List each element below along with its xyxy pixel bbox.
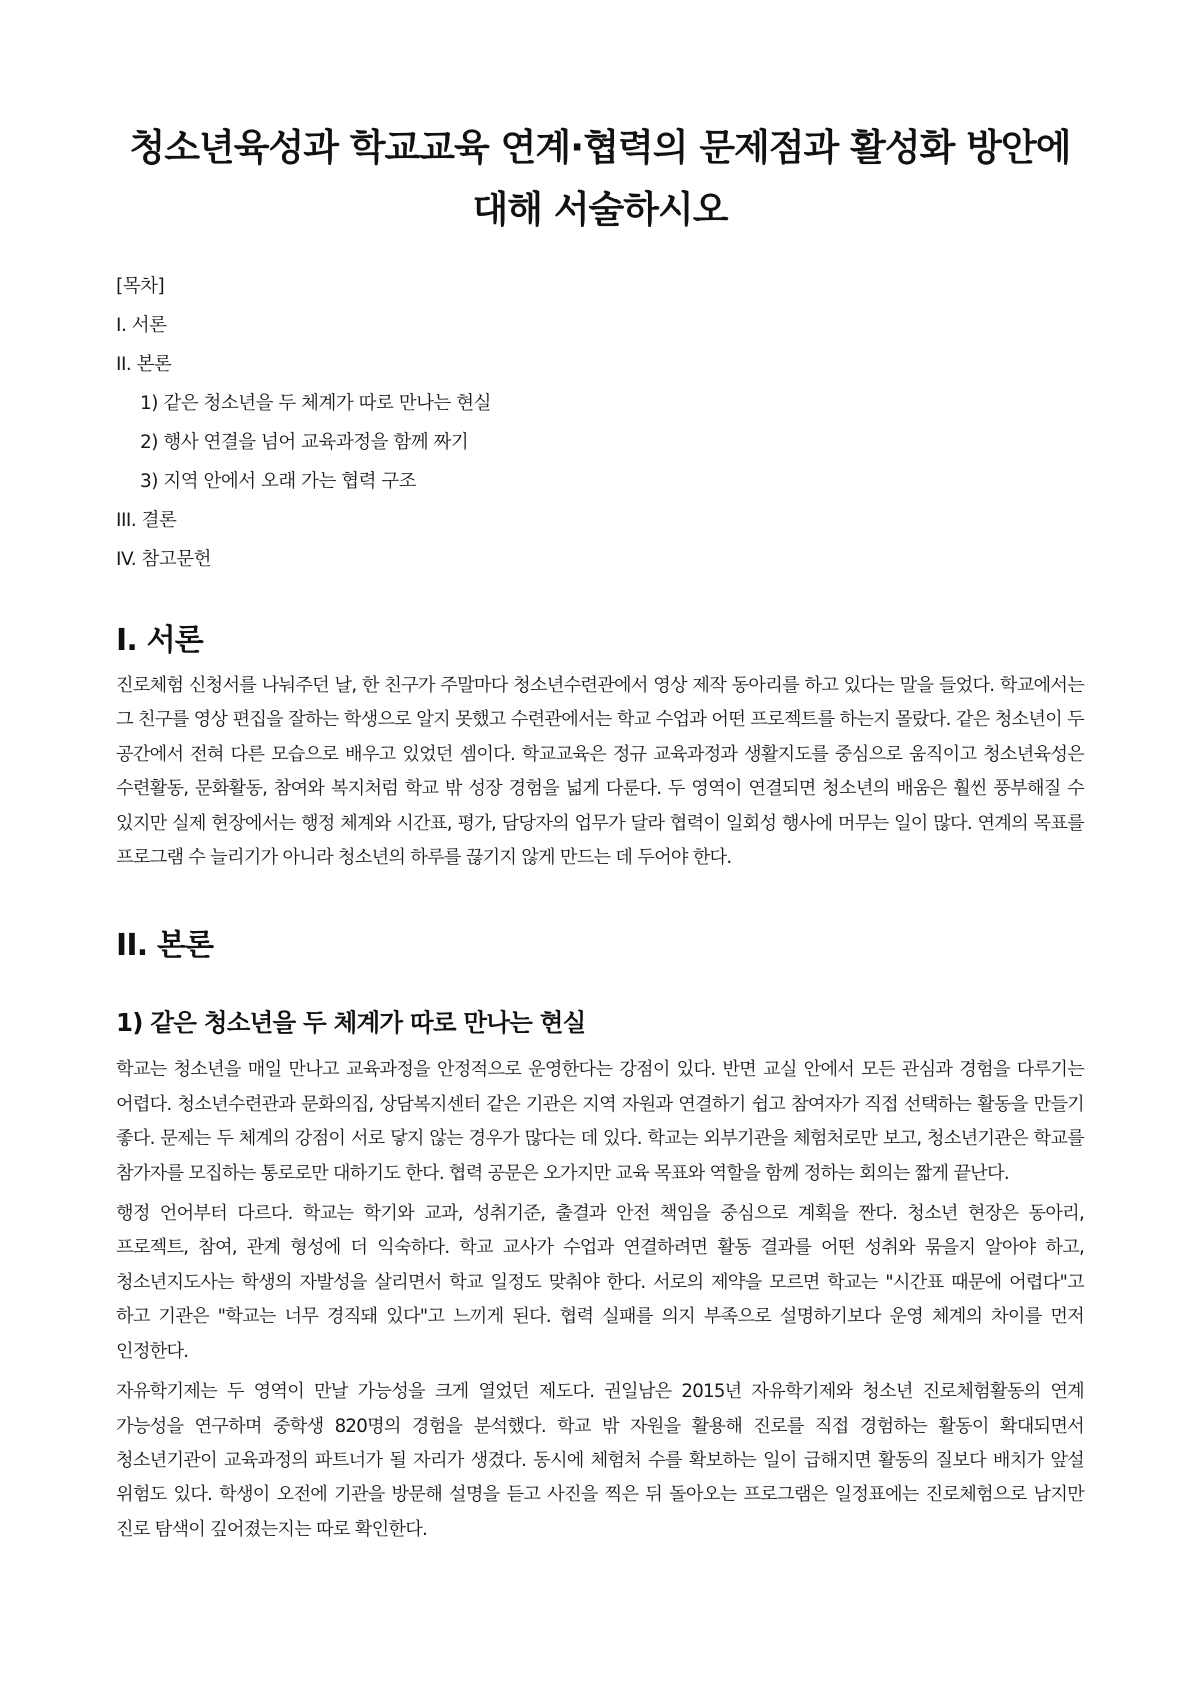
title-line-1: 청소년육성과 학교교육 연계·협력의 문제점과 활성화 방안에: [129, 126, 1071, 169]
toc-item-conclusion: III. 결론: [116, 510, 177, 531]
subsection-heading-1: 1) 같은 청소년을 두 체계가 따로 만나는 현실: [116, 1008, 586, 1038]
section-heading-intro: I. 서론: [116, 623, 203, 658]
toc-item-references: IV. 참고문헌: [116, 549, 211, 570]
title-line-2: 대해 서술하시오: [472, 188, 728, 231]
toc-item-main: II. 본론: [116, 354, 172, 375]
intro-paragraph: 진로체험 신청서를 나눠주던 날, 한 친구가 주말마다 청소년수련관에서 영상 제작 동아리를 하고 있다는 말을 들었다. 학교에서는 그 친구를 영상 편집을 잘하는 학생으로 알지 못했고 수련관에서는 학교 수업과 어떤 프로젝트를 하는지 몰랐다. 같은 청소년이 두 공간에서 전혀 다른 모습으로 배우고 있었던 셈이다. 학교교육은 정규 교육과정과 생활지도를 중심으로 움직이고 청소년육성은 수련활동, 문화활동, 참여와 복지처럼 학교 밖 성장 경험을 넓게 다룬다. 두 영역이 연결되면 청소년의 배움은 훨씬 풍부해질 수 있지만 실제 현장에서는 행정 체계와 시간표, 평가, 담당자의 업무가 달라 협력이 일회성 행사에 머무는 일이 많다. 연계의 목표를 프로그램 수 늘리기가 아니라 청소년의 하루를 끊기지 않게 만드는 데 두어야 한다.: [116, 675, 1084, 869]
body-paragraph: 행정 언어부터 다르다. 학교는 학기와 교과, 성취기준, 출결과 안전 책임을 중심으로 계획을 짠다. 청소년 현장은 동아리, 프로젝트, 참여, 관계 형성에 더 익숙하다. 학교 교사가 수업과 연결하려면 활동 결과를 어떤 성취와 묶을지 알아야 하고, 청소년지도사는 학생의 자발성을 살리면서 학교 일정도 맞춰야 한다. 서로의 제약을 모르면 학교는 "시간표 때문에 어렵다"고 하고 기관은 "학교는 너무 경직돼 있다"고 느끼게 된다. 협력 실패를 의지 부족으로 설명하기보다 운영 체계의 차이를 먼저 인정한다.: [116, 1203, 1084, 1362]
toc-item-sub-3: 3) 지역 안에서 오래 가는 협력 구조: [140, 471, 417, 492]
toc-item-sub-2: 2) 행사 연결을 넘어 교육과정을 함께 짜기: [140, 432, 469, 453]
toc-heading: [목차]: [116, 276, 165, 297]
body-paragraph: 학교는 청소년을 매일 만나고 교육과정을 안정적으로 운영한다는 강점이 있다. 반면 교실 안에서 모든 관심과 경험을 다루기는 어렵다. 청소년수련관과 문화의집, 상담복지센터 같은 기관은 지역 자원과 연결하기 쉽고 참여자가 직접 선택하는 활동을 만들기 좋다. 문제는 두 체계의 강점이 서로 닿지 않는 경우가 많다는 데 있다. 학교는 외부기관을 체험처로만 보고, 청소년기관은 학교를 참가자를 모집하는 통로로만 대하기도 한다. 협력 공문은 오가지만 교육 목표와 역할을 함께 정하는 회의는 짧게 끝난다.: [116, 1059, 1084, 1184]
table-of-contents: [116, 267, 1084, 579]
section-heading-main: II. 본론: [116, 928, 214, 964]
body-paragraph: 자유학기제는 두 영역이 만날 가능성을 크게 열었던 제도다. 권일남은 2015년 자유학기제와 청소년 진로체험활동의 연계 가능성을 연구하며 중학생 820명의 경험을 분석했다. 학교 밖 자원을 활용해 진로를 직접 경험하는 활동이 확대되면서 청소년기관이 교육과정의 파트너가 될 자리가 생겼다. 동시에 체험처 수를 확보하는 일이 급해지면 활동의 질보다 배치가 앞설 위험도 있다. 학생이 오전에 기관을 방문해 설명을 듣고 사진을 찍은 뒤 돌아오는 프로그램은 일정표에는 진로체험으로 남지만 진로 탐색이 깊어졌는지는 따로 확인한다.: [116, 1381, 1084, 1540]
document-title: [116, 0, 1084, 241]
toc-item-sub-1: 1) 같은 청소년을 두 체계가 따로 만나는 현실: [140, 393, 491, 414]
toc-item-intro: I. 서론: [116, 315, 167, 336]
